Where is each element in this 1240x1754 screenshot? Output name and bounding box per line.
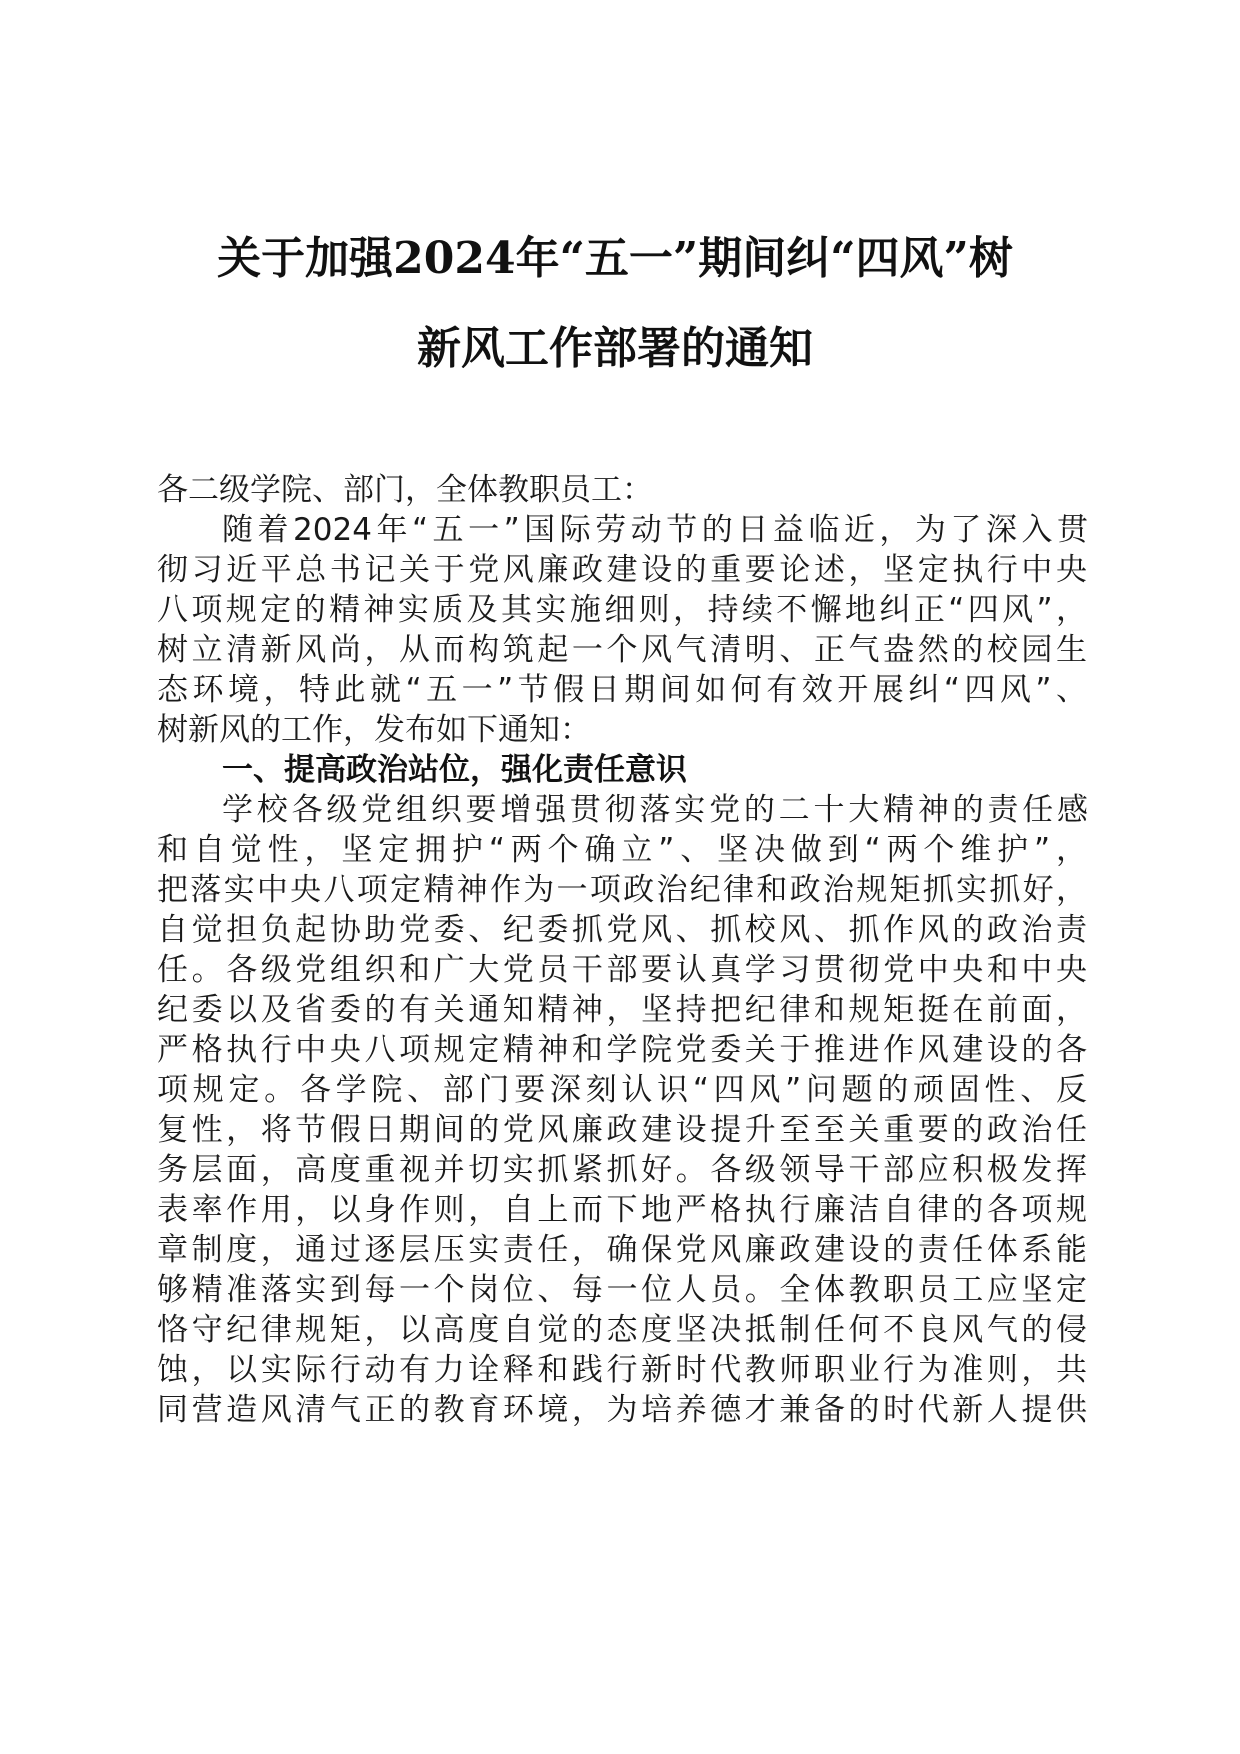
section-1-line: 自觉担负起协助党委、纪委抓党风、抓校风、抓作风的政治责 (157, 912, 1087, 948)
section-1-line: 和自觉性，坚定拥护“两个确立”、坚决做到“两个维护”， (157, 832, 1087, 868)
section-1-line: 复性，将节假日期间的党风廉政建设提升至至关重要的政治任 (157, 1112, 1087, 1148)
section-1-line: 章制度，通过逐层压实责任，确保党风廉政建设的责任体系能 (157, 1232, 1087, 1268)
section-1-line: 表率作用，以身作则，自上而下地严格执行廉洁自律的各项规 (157, 1192, 1087, 1228)
section-1-line: 纪委以及省委的有关通知精神，坚持把纪律和规矩挺在前面， (157, 992, 1087, 1028)
section-1-line: 严格执行中央八项规定精神和学院党委关于推进作风建设的各 (157, 1032, 1087, 1068)
section-1-line: 务层面，高度重视并切实抓紧抓好。各级领导干部应积极发挥 (157, 1152, 1087, 1188)
section-1-line: 把落实中央八项定精神作为一项政治纪律和政治规矩抓实抓好， (157, 872, 1087, 908)
salutation: 各二级学院、部门，全体教职员工： (157, 472, 653, 508)
intro-line: 态环境，特此就“五一”节假日期间如何有效开展纠“四风”、 (157, 672, 1087, 708)
section-1-line: 同营造风清气正的教育环境，为培养德才兼备的时代新人提供 (157, 1392, 1087, 1428)
intro-line: 八项规定的精神实质及其实施细则，持续不懈地纠正“四风”， (157, 592, 1087, 628)
intro-line: 随着2024年“五一”国际劳动节的日益临近，为了深入贯 (222, 512, 1088, 548)
intro-line: 树立清新风尚，从而构筑起一个风气清明、正气盎然的校园生 (157, 632, 1087, 668)
section-1-heading: 一、提高政治站位，强化责任意识 (222, 752, 687, 788)
document-title-line-2: 新风工作部署的通知 (417, 323, 813, 374)
section-1-line: 够精准落实到每一个岗位、每一位人员。全体教职员工应坚定 (157, 1272, 1087, 1308)
section-1-line: 蚀，以实际行动有力诠释和践行新时代教师职业行为准则，共 (157, 1352, 1087, 1388)
section-1-line: 恪守纪律规矩，以高度自觉的态度坚决抵制任何不良风气的侵 (157, 1312, 1087, 1348)
section-1-line: 项规定。各学院、部门要深刻认识“四风”问题的顽固性、反 (157, 1072, 1087, 1108)
intro-line: 彻习近平总书记关于党风廉政建设的重要论述，坚定执行中央 (157, 552, 1087, 588)
document-title-line-1: 关于加强2024年“五一”期间纠“四风”树 (217, 233, 1013, 284)
section-1-line: 学校各级党组织要增强贯彻落实党的二十大精神的责任感 (222, 792, 1088, 828)
intro-line: 树新风的工作，发布如下通知： (157, 712, 591, 748)
section-1-line: 任。各级党组织和广大党员干部要认真学习贯彻党中央和中央 (157, 952, 1087, 988)
